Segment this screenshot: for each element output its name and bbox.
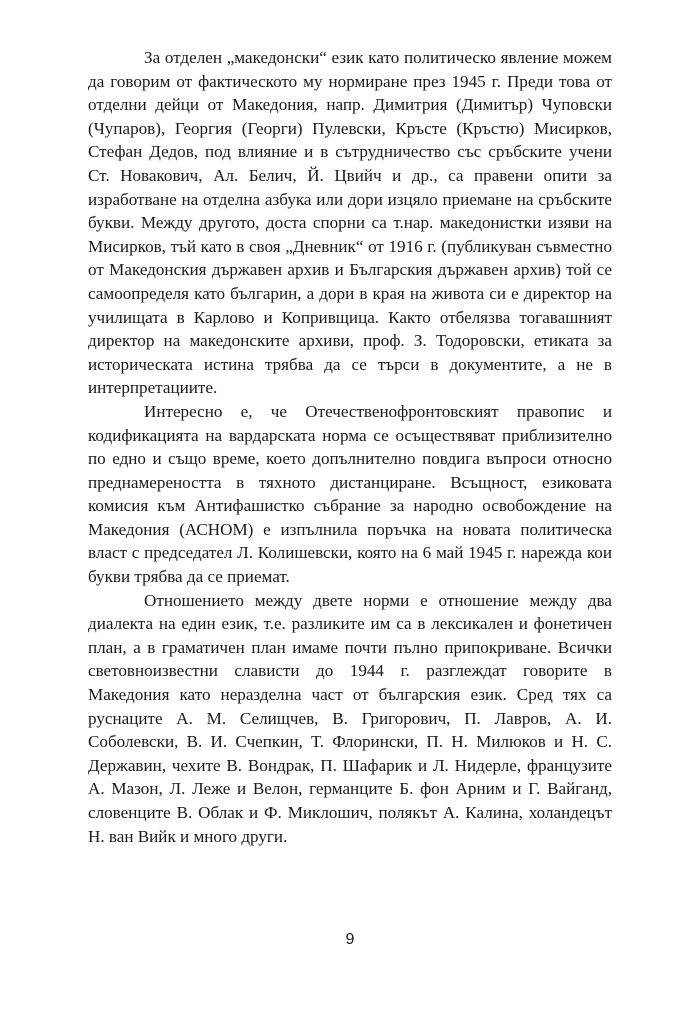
paragraph-1: За отделен „македонски“ език като политическо явление можем да говорим от фактическото му нормиране през 1945 г. Преди това от отделни дейци от Македония, напр. Димитрия (Димитър) Чуповски (Чупаров), Георгия (Георги) Пулевски, Кръсте (Кръстю) Мисирков, Стефан Дедов, под влияние и в сътрудничество със сръбските учени Ст. Новакович, Ал. Белич, Й. Цвийч и др., са правени опити за изработване на отделна азбука или дори изцяло приемане на сръбските букви. Между другото, доста спорни са т.нар. македонистки изяви на Мисирков, тъй като в своя „Дневник“ от 1916 г. (публикуван съвместно от Македонския държавен архив и Българския държавен архив) той се самоопределя като българин, а дори в края на живота си е директор на училищата в Карлово и Копривщица. Както отбелязва тогавашният директор на македонските архиви, проф. З. Тодоровски, етиката за историческата истина трябва да се търси в документите, а не в интерпретациите. [88, 48, 612, 398]
paragraph-2: Интересно е, че Отечественофронтовският правопис и кодификацията на вардарската норма се осъществяват приблизително по едно и също време, което допълнително повдига въпроси относно преднамереността в тяхното дистанциране. Всъщност, езиковата комисия към Антифашистко събрание за народно освобождение на Македония (АСНОМ) е изпълнила поръчка на новата политическа власт с председател Л. Колишевски, която на 6 май 1945 г. нарежда кои букви трябва да се приемат. [88, 401, 612, 587]
paragraph-3: Отношението между двете норми е отношение между два диалекта на един език, т.е. разликите им са в лексикален и фонетичен план, а в граматичен план имаме почти пълно припокриване. Всички световноизвестни слависти до 1944 г. разглеждат говорите в Македония като неразделна част от българския език. Сред тях са руснаците А. М. Селищчев, В. Григорович, П. Лавров, А. И. Соболевски, В. И. Счепкин, Т. Флорински, П. Н. Милюков и Н. С. Державин, чехите В. Вондрак, П. Шафарик и Л. Нидерле, французите А. Мазон, Л. Леже и Велон, германците Б. фон Арним и Г. Вайганд, словенците В. Облак и Ф. Миклошич, полякът А. Калина, холандецът Н. ван Вийк и много други. [88, 590, 612, 846]
page-number: 9 [345, 931, 355, 948]
